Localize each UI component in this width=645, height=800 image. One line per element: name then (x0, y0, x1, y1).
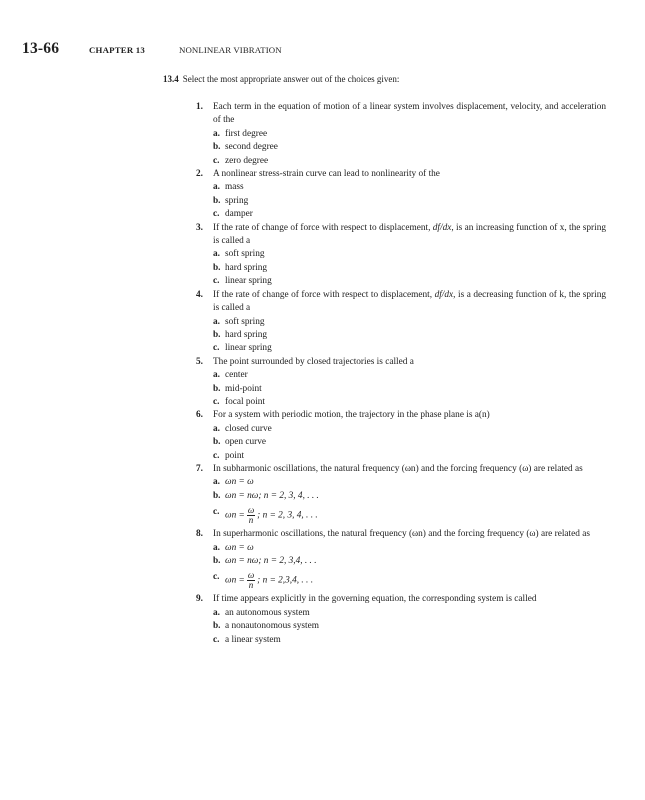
question-number: 1. (196, 102, 203, 112)
option-letter: b. (213, 383, 221, 394)
option-letter: a. (213, 249, 220, 260)
option (213, 490, 606, 503)
option-letter: a. (213, 542, 220, 553)
question-text: A nonlinear stress-strain curve can lead to nonlinearity of the (213, 169, 440, 180)
question (190, 356, 606, 410)
option-text: point (225, 450, 245, 461)
question-text: The point surrounded by closed trajectories is called a (213, 356, 414, 367)
page-number: 13-66 (22, 40, 60, 57)
option-text: open curve (225, 437, 267, 448)
option-text: damper (225, 209, 253, 220)
option (213, 208, 606, 221)
option-letter: a. (213, 607, 220, 618)
fraction (247, 506, 255, 525)
option-text: linear spring (225, 343, 272, 354)
chapter-label: CHAPTER 13 (89, 45, 146, 55)
option-text: mass (225, 182, 244, 193)
option-letter: b. (213, 329, 221, 340)
option-text: zero degree (225, 155, 269, 166)
option (213, 155, 606, 168)
page-header (22, 40, 622, 60)
question-number: 8. (196, 529, 203, 540)
question-number: 7. (196, 463, 203, 474)
option (213, 275, 606, 288)
option (213, 542, 606, 555)
option-text: mid-point (225, 383, 262, 394)
question-number: 9. (196, 594, 203, 605)
option-text (225, 506, 606, 525)
option (213, 568, 606, 593)
option (213, 248, 606, 261)
question-text: In subharmonic oscillations, the natural frequency (ωn) and the forcing frequency (ω) are related as (213, 463, 583, 474)
option-text: ωn = nω; n = 2, 3,4, . . . (225, 556, 317, 566)
option-letter: a. (213, 182, 220, 193)
option-text: linear spring (225, 276, 272, 287)
question-text-part: If the rate of change of force with respect to displacement, (213, 222, 431, 233)
option (213, 262, 606, 275)
option (213, 436, 606, 449)
fraction-denominator: n (248, 580, 254, 591)
option-text: focal point (225, 396, 266, 407)
option-letter: c. (213, 155, 220, 166)
question (190, 289, 606, 356)
question (190, 168, 606, 222)
question (190, 593, 606, 647)
option (213, 383, 606, 396)
equation-lhs: ωn = (225, 576, 245, 587)
option-text: first degree (225, 128, 268, 139)
question-number: 3. (196, 222, 203, 233)
fraction-numerator: ω (247, 570, 255, 581)
option (213, 329, 606, 342)
option-letter: b. (213, 142, 221, 153)
option-letter: c. (213, 572, 220, 583)
question-text-part: , is a decreasing function of k, the spring is called a (213, 289, 607, 314)
option (213, 607, 606, 620)
fraction-numerator: ω (247, 505, 255, 516)
option-text: a linear system (225, 634, 281, 645)
option-text: ωn = nω; n = 2, 3, 4, . . . (225, 490, 319, 501)
option-letter: b. (213, 556, 221, 566)
option-text: hard spring (225, 262, 268, 273)
option-text: center (225, 370, 248, 381)
question-text (213, 289, 606, 316)
equation-lhs: ωn = (225, 510, 245, 521)
question-text: If time appears explicitly in the governing equation, the corresponding system is called (213, 594, 537, 605)
option-letter: a. (213, 477, 220, 488)
question-text (213, 222, 606, 249)
question (190, 463, 606, 528)
option (213, 450, 606, 463)
option (213, 128, 606, 141)
option-letter: c. (213, 507, 220, 518)
option-letter: b. (213, 621, 221, 632)
option-letter: b. (213, 490, 221, 501)
question-text: Each term in the equation of motion of a linear system involves displacement, velocity, and acceleration of the (213, 102, 606, 126)
fraction-denominator: n (248, 515, 254, 526)
math-expression: df/dx (432, 222, 452, 233)
option (213, 342, 606, 355)
option (213, 476, 606, 489)
section-heading (163, 74, 399, 84)
question (190, 222, 606, 289)
option-letter: a. (213, 423, 220, 434)
option-letter: c. (213, 276, 220, 287)
question-number: 2. (196, 169, 203, 180)
question-number: 5. (196, 356, 203, 367)
option-text: ωn = ω (225, 477, 254, 488)
option-letter: c. (213, 209, 220, 220)
option (213, 141, 606, 154)
option-text: a nonautonomous system (225, 621, 319, 632)
option-text: an autonomous system (225, 607, 310, 618)
option (213, 503, 606, 528)
option-letter: a. (213, 316, 220, 327)
question (190, 528, 606, 593)
option-text: closed curve (225, 423, 272, 434)
question-text: In superharmonic oscillations, the natural frequency (ωn) and the forcing frequency (ω) are related as (213, 529, 590, 540)
option-letter: c. (213, 634, 220, 645)
option-letter: a. (213, 128, 220, 139)
option-text: ωn = ω (225, 542, 254, 553)
question-text-part: , is an increasing function of x, the spring is called a (213, 222, 607, 247)
math-expression: df/dx (434, 289, 454, 300)
equation-rhs: ; n = 2,3,4, . . . (257, 576, 314, 587)
option (213, 396, 606, 409)
option-text: soft spring (225, 249, 265, 260)
question-text-part: If the rate of change of force with respect to displacement, (213, 289, 433, 300)
option-letter: b. (213, 437, 221, 448)
option-text: spring (225, 195, 249, 206)
option (213, 195, 606, 208)
option-letter: b. (213, 262, 221, 273)
question-number: 4. (196, 289, 203, 300)
option-text: hard spring (225, 329, 268, 340)
fraction (247, 571, 255, 590)
option (213, 181, 606, 194)
option-letter: c. (213, 450, 220, 461)
option (213, 316, 606, 329)
question (190, 409, 606, 463)
option (213, 634, 606, 647)
option-text: soft spring (225, 316, 265, 327)
option-letter: c. (213, 343, 220, 354)
option-letter: b. (213, 195, 221, 206)
option (213, 620, 606, 633)
section-instruction: Select the most appropriate answer out of the choices given: (182, 74, 400, 84)
question-text: For a system with periodic motion, the trajectory in the phase plane is a(n) (213, 410, 490, 421)
option (213, 369, 606, 382)
question (190, 101, 606, 168)
section-number: 13.4 (163, 74, 179, 84)
option (213, 423, 606, 436)
question-list (190, 101, 606, 647)
option-letter: c. (213, 396, 220, 407)
option-letter: a. (213, 370, 220, 381)
chapter-title: NONLINEAR VIBRATION (179, 45, 282, 55)
equation-rhs: ; n = 2, 3, 4, . . . (257, 510, 318, 521)
question-number: 6. (196, 410, 203, 421)
option (213, 555, 606, 568)
option-text (225, 571, 606, 590)
option-text: second degree (225, 142, 278, 153)
